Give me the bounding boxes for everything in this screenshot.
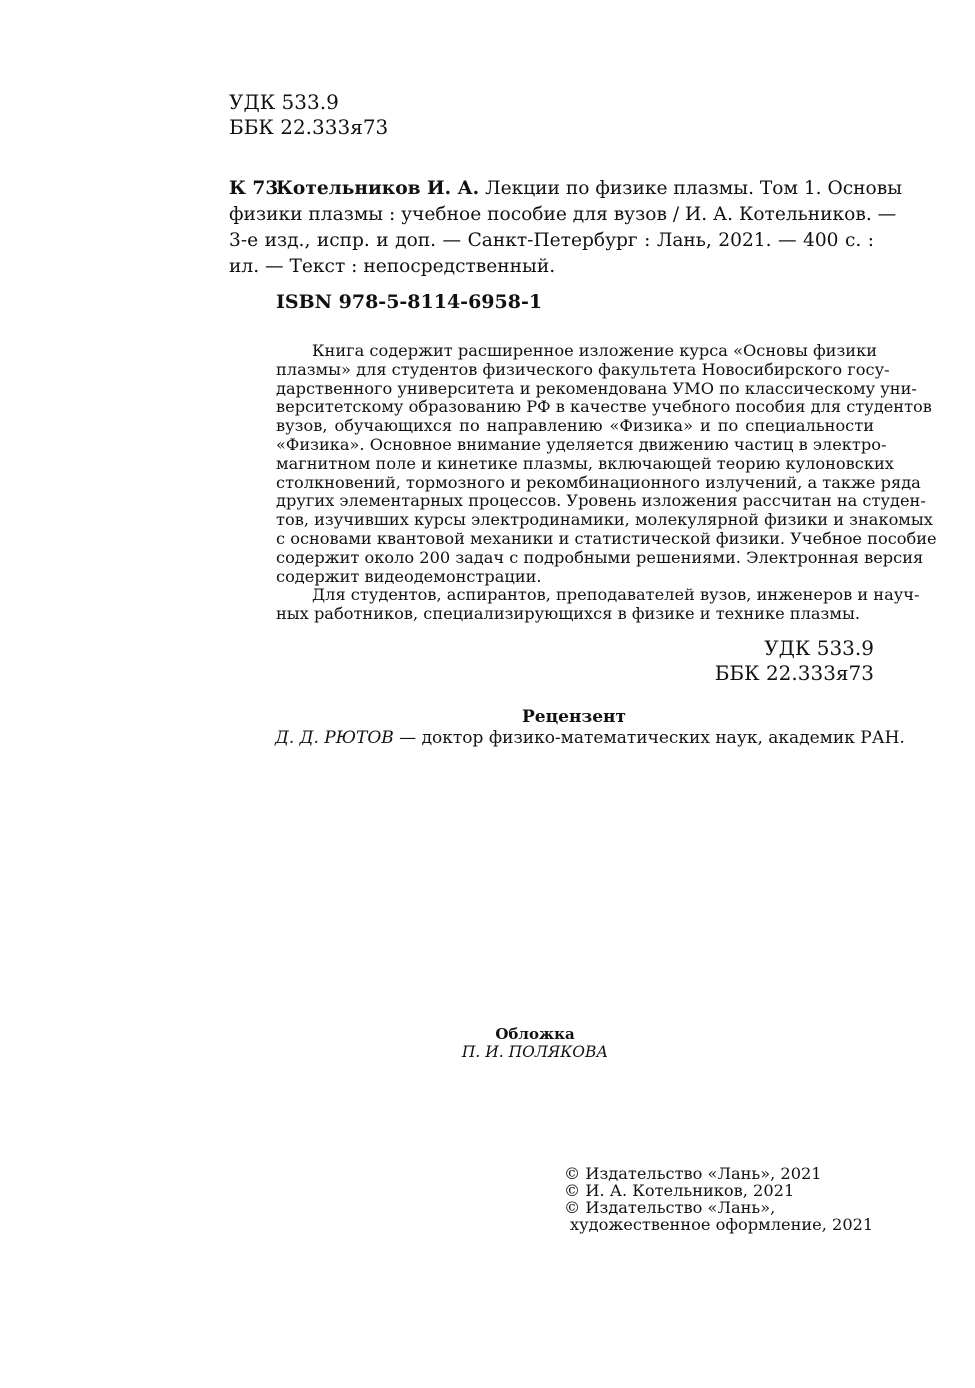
reviewer-heading: Рецензент [521, 707, 627, 727]
annotation-line: ных работников, специализирующихся в физике и технике плазмы. [276, 604, 860, 624]
copyright-line: © Издательство «Лань», 2021 [564, 1164, 822, 1183]
annotation-line: других элементарных процессов. Уровень изложения рассчитан на студен- [276, 491, 926, 511]
annotation-line: верситетскому образованию РФ в качестве учебного пособия для студентов [276, 397, 932, 417]
reviewer-info [275, 728, 905, 748]
cover-heading: Обложка [495, 1025, 575, 1043]
bbk-code: ББК 22.333я73 [714, 661, 874, 685]
bbk-code: ББК 22.333я73 [229, 115, 389, 139]
udk-code: УДК 533.9 [229, 90, 339, 114]
annotation-line: магнитном поле и кинетике плазмы, включающей теорию кулоновских [276, 453, 894, 473]
annotation-line: тов, изучивших курсы электродинамики, молекулярной физики и знакомых [276, 510, 933, 530]
annotation [276, 341, 937, 624]
copyright-line: © Издательство «Лань», [564, 1198, 776, 1217]
annotation-line: содержит видеодемонстрации. [276, 566, 542, 586]
annotation-line: дарственного университета и рекомендована УМО по классическому уни- [276, 378, 917, 398]
reviewer-name: Д. Д. РЮТОВ [275, 728, 394, 748]
copyright-line: художественное оформление, 2021 [570, 1215, 874, 1234]
annotation-line: столкновений, тормозного и рекомбинационного излучений, а также ряда [276, 472, 921, 492]
annotation-line: вузов, обучающихся по направлению «Физика» и по специальности [276, 416, 874, 436]
annotation-line: плазмы» для студентов физического факультета Новосибирского госу- [276, 359, 890, 379]
copyright-line: © И. А. Котельников, 2021 [564, 1181, 795, 1200]
copyright-block [564, 1165, 873, 1233]
author-mark: К 73 [229, 178, 279, 199]
annotation-line: Книга содержит расширенное изложение курса «Основы физики [312, 341, 877, 360]
udk-block-right [560, 636, 874, 686]
cover-designer: П. И. ПОЛЯКОВА [461, 1043, 609, 1061]
biblio-line-3: 3-е изд., испр. и доп. — Санкт-Петербург : Лань, 2021. — 400 с. : [229, 230, 874, 251]
biblio-line-4: ил. — Текст : непосредственный. [229, 256, 556, 277]
bibliographic-record [229, 176, 903, 280]
annotation-line: с основами квантовой механики и статистической физики. Учебное пособие [276, 528, 937, 548]
biblio-line-1 [276, 176, 903, 202]
author-name: Котельников И. А. [276, 178, 480, 199]
udk-block-top [229, 90, 388, 140]
biblio-line-2: физики плазмы : учебное пособие для вузов / И. А. Котельников. — [229, 204, 897, 225]
annotation-line: содержит около 200 задач с подробными решениями. Электронная версия [276, 547, 924, 567]
udk-code: УДК 533.9 [764, 636, 874, 660]
annotation-line: Для студентов, аспирантов, преподавателей вузов, инженеров и науч- [312, 585, 920, 605]
reviewer-description: — доктор физико-математических наук, академик РАН. [393, 728, 905, 748]
isbn: ISBN 978-5-8114-6958-1 [276, 291, 543, 313]
biblio-title: Лекции по физике плазмы. Том 1. Основы [479, 178, 903, 199]
annotation-line: «Физика». Основное внимание уделяется движению частиц в электро- [276, 434, 887, 454]
